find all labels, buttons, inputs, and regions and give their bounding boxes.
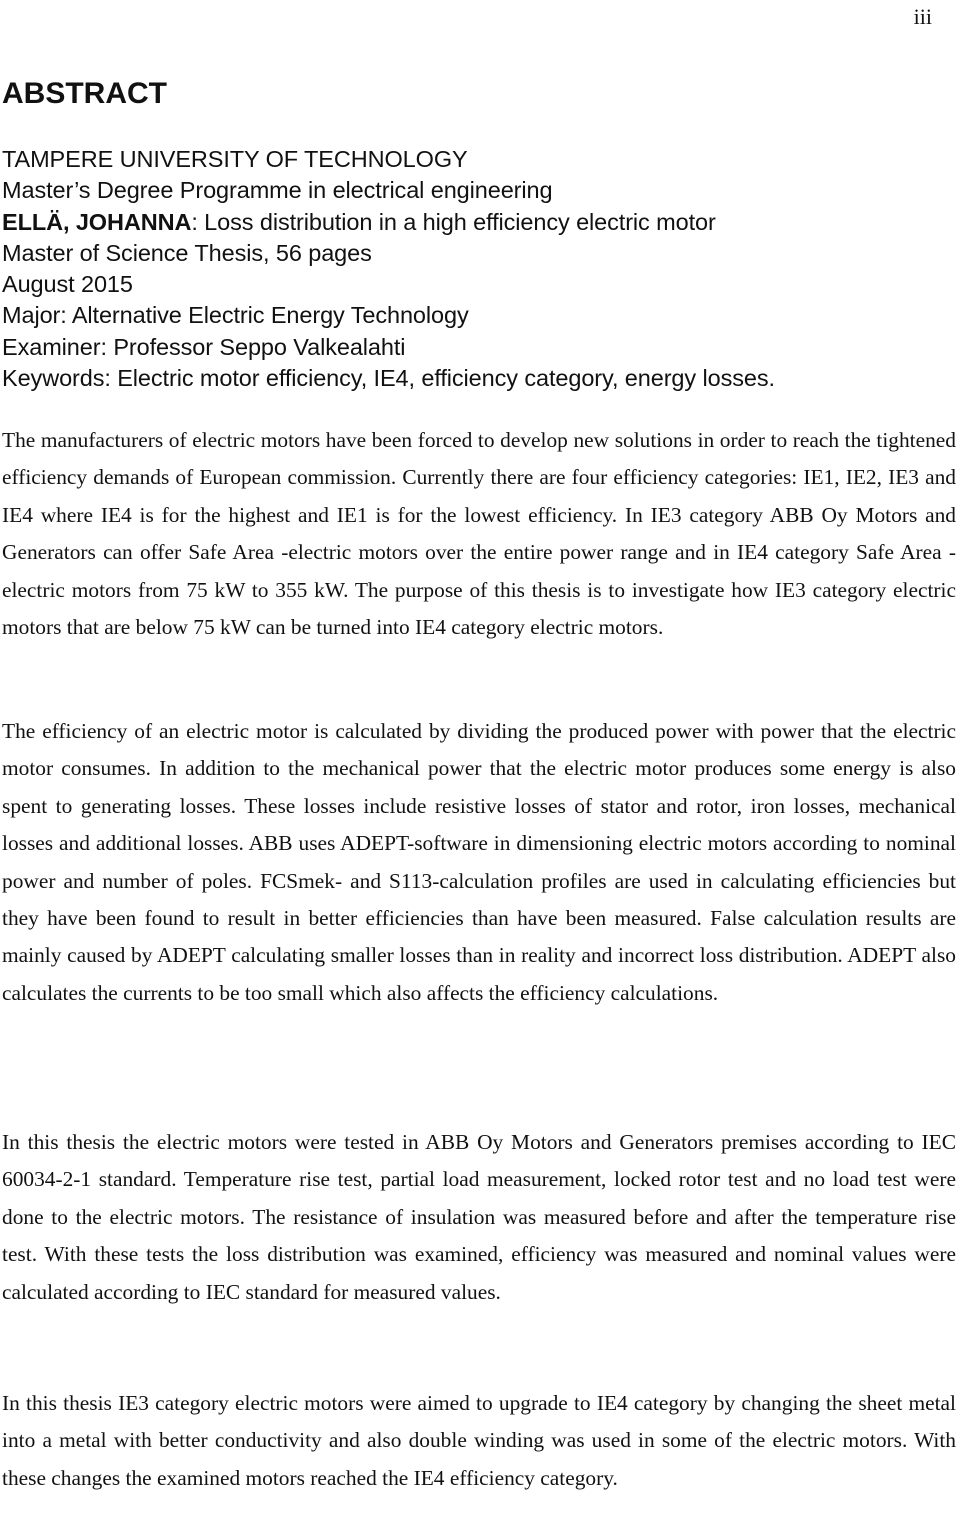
page-number: iii — [913, 4, 932, 29]
thesis-metadata — [2, 144, 952, 394]
abstract-paragraph-3: In this thesis the electric motors were tested in ABB Oy Motors and Generators premises according to IEC 60034-2-1 standard. Temperature rise test, partial load measurement, locked rotor test and no load test were done to the electric motors. The resistance of insulation was measured before and after the temperature rise test. With these tests the loss distribution was examined, efficiency was measured and nominal values were calculated according to IEC standard for measured values. — [2, 1130, 956, 1304]
author-name: ELLÄ, JOHANNA — [2, 208, 192, 235]
major-line: Major: Alternative Electric Energy Technology — [2, 302, 469, 329]
programme-line: Master’s Degree Programme in electrical engineering — [2, 177, 553, 204]
date-line: August 2015 — [2, 271, 133, 298]
author-title-line — [2, 207, 952, 238]
abstract-paragraph-4: In this thesis IE3 category electric motors were aimed to upgrade to IE4 category by changing the sheet metal into a metal with better conductivity and also double winding was used in some of the electric motors. With these changes the examined motors reached the IE4 efficiency category. — [2, 1391, 956, 1490]
thesis-info-line: Master of Science Thesis, 56 pages — [2, 239, 372, 266]
thesis-title: : Loss distribution in a high efficiency electric motor — [191, 208, 716, 235]
university-line: TAMPERE UNIVERSITY OF TECHNOLOGY — [2, 146, 468, 172]
abstract-paragraph-2: The efficiency of an electric motor is calculated by dividing the produced power with power that the electric motor consumes. In addition to the mechanical power that the electric motor produces some energy is also spent to generating losses. These losses include resistive losses of stator and rotor, iron losses, mechanical losses and additional losses. ABB uses ADEPT-software in dimensioning electric motors according to nominal power and number of poles. FCSmek- and S113-calculation profiles are used in calculating efficiencies but they have been found to result in better efficiencies than have been measured. False calculation results are mainly caused by ADEPT calculating smaller losses than in reality and incorrect loss distribution. ADEPT also calculates the currents to be too small which also affects the efficiency calculations. — [2, 719, 956, 1005]
keywords-line: Keywords: Electric motor efficiency, IE4, efficiency category, energy losses. — [2, 365, 775, 392]
examiner-line: Examiner: Professor Seppo Valkealahti — [2, 333, 406, 360]
abstract-heading: ABSTRACT — [2, 77, 167, 110]
abstract-paragraph-1: The manufacturers of electric motors have been forced to develop new solutions in order to reach the tightened efficiency demands of European commission. Currently there are four efficiency categories: IE1, IE2, IE3 and IE4 where IE4 is for the highest and IE1 is for the lowest efficiency. In IE3 category ABB Oy Motors and Generators can offer Safe Area -electric motors over the entire power range and in IE4 category Safe Area -electric motors from 75 kW to 355 kW. The purpose of this thesis is to investigate how IE3 category electric motors that are below 75 kW can be turned into IE4 category electric motors. — [2, 428, 956, 640]
